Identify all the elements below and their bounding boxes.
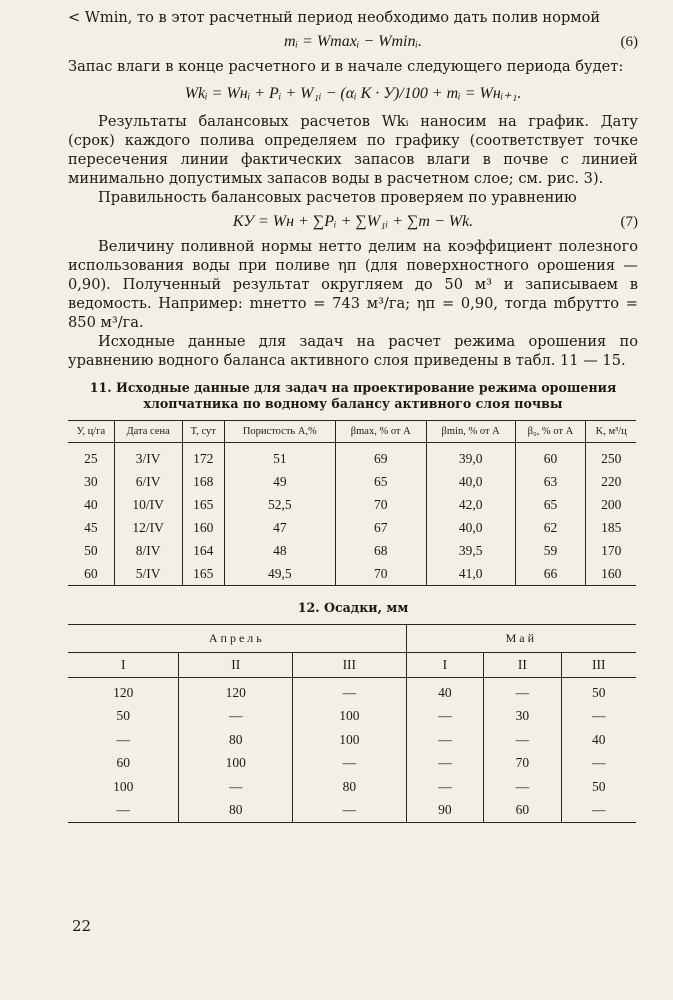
- table-row: [68, 728, 636, 752]
- table-cell: —: [484, 678, 562, 705]
- table-cell: —: [592, 755, 606, 771]
- paragraph-5: Величину поливной нормы нетто делим на коэффициент полезного использования воды при поливе ηп (для поверхностного орошения — 0,90). Полученный результат округляем до 50 м³ и записываем в ведомость. Например: mнетто = 743 м³/га; ηп = 0,90, тогда mбрутто = 850 м³/га.: [68, 238, 638, 331]
- table-cell: 49: [224, 470, 335, 493]
- t11-header: βmax, % от A: [335, 421, 426, 443]
- table-cell: 30: [68, 470, 114, 493]
- t12-decade: III: [592, 657, 606, 672]
- table-row: [68, 799, 636, 823]
- table-row: [68, 539, 636, 562]
- table-cell: 50: [68, 539, 114, 562]
- page-number: 22: [72, 917, 92, 935]
- table-cell: 65: [515, 493, 586, 516]
- paragraph-6: Исходные данные для задач на расчет режима орошения по уравнению водного баланса активного слоя приведены в табл. 11 — 15.: [68, 333, 638, 369]
- t12-decade: I: [406, 653, 484, 678]
- t11-header: У, ц/га: [68, 421, 114, 443]
- formula-moisture: [68, 76, 638, 112]
- table-row: [68, 705, 636, 729]
- table-cell: 80: [179, 799, 293, 823]
- table-cell: 70: [335, 493, 426, 516]
- table-12: [68, 624, 636, 823]
- t11-header: βmin, % от A: [426, 421, 515, 443]
- table-cell: 62: [515, 516, 586, 539]
- table-cell: 185: [601, 519, 622, 535]
- table-cell: 80: [179, 728, 293, 752]
- table-cell: 66: [515, 562, 586, 586]
- table-11-caption: 11. Исходные данные для задач на проектирование режима орошения хлопчатника по водному балансу активного слоя почвы: [89, 380, 617, 411]
- table-cell: —: [592, 802, 606, 818]
- t12-group-april: Апрель: [68, 625, 406, 653]
- table-cell: —: [68, 728, 179, 752]
- formula-moisture-expression: Wkᵢ = Wнᵢ + Pᵢ + W₁ᵢ − (αᵢ K · У)/100 + mᵢ = Wнᵢ₊₁.: [184, 85, 522, 102]
- paragraph-4: Правильность балансовых расчетов проверяем по уравнению: [98, 189, 577, 206]
- page-body: [68, 8, 638, 823]
- table-cell: 168: [182, 470, 224, 493]
- formula-6-number: (6): [620, 34, 638, 50]
- table-row: [68, 562, 636, 586]
- table-cell: —: [293, 678, 407, 705]
- table-cell: —: [293, 752, 407, 776]
- table-cell: —: [406, 705, 484, 729]
- table-11: [68, 420, 636, 586]
- table-cell: 120: [179, 678, 293, 705]
- table-cell: 90: [406, 799, 484, 823]
- table-row: [68, 443, 636, 471]
- table-row: [68, 493, 636, 516]
- t11-header: Пористость A,%: [224, 421, 335, 443]
- table-cell: 40,0: [426, 470, 515, 493]
- table-cell: 41,0: [426, 562, 515, 586]
- table-cell: 50: [592, 778, 606, 794]
- table-row: [68, 678, 636, 705]
- table-cell: 68: [335, 539, 426, 562]
- table-cell: 50: [592, 684, 606, 700]
- paragraph-3: Результаты балансовых расчетов Wkᵢ наносим на график. Дату (срок) каждого полива определяем по графику (соответствует точке пересечения линии фактических запасов влаги в почве с линией минимально допустимых запасов воды в расчетном слое; см. рис. 3).: [68, 113, 638, 187]
- table-cell: 10/IV: [114, 493, 182, 516]
- table-cell: 100: [68, 775, 179, 799]
- table-cell: 60: [515, 443, 586, 471]
- table-cell: 63: [515, 470, 586, 493]
- table-cell: —: [406, 752, 484, 776]
- table-cell: 5/IV: [114, 562, 182, 586]
- table-cell: 164: [182, 539, 224, 562]
- table-cell: 170: [601, 542, 622, 558]
- table-cell: 40,0: [426, 516, 515, 539]
- table-cell: 160: [182, 516, 224, 539]
- table-cell: 70: [335, 562, 426, 586]
- table-cell: 165: [182, 562, 224, 586]
- table-cell: 6/IV: [114, 470, 182, 493]
- table-cell: 60: [484, 799, 562, 823]
- table-cell: 45: [68, 516, 114, 539]
- table-cell: 100: [293, 705, 407, 729]
- table-cell: 48: [224, 539, 335, 562]
- table-cell: 3/IV: [114, 443, 182, 471]
- table-12-caption: 12. Осадки, мм: [297, 600, 409, 615]
- table-cell: 80: [293, 775, 407, 799]
- t11-header: β₀, % от A: [515, 421, 586, 443]
- table-cell: —: [68, 799, 179, 823]
- table-cell: 220: [601, 473, 622, 489]
- table-cell: —: [293, 799, 407, 823]
- table-cell: 42,0: [426, 493, 515, 516]
- table-cell: 12/IV: [114, 516, 182, 539]
- table-cell: 160: [601, 565, 622, 581]
- table-cell: 25: [68, 443, 114, 471]
- table-cell: 50: [68, 705, 179, 729]
- table-cell: —: [484, 775, 562, 799]
- formula-7: [68, 207, 638, 237]
- table-row: [68, 470, 636, 493]
- table-cell: 47: [224, 516, 335, 539]
- paragraph-1: < Wmin, то в этот расчетный период необходимо дать полив нормой: [68, 9, 601, 26]
- table-cell: 65: [335, 470, 426, 493]
- formula-6-expression: mᵢ = Wmaxᵢ − Wminᵢ.: [283, 33, 423, 50]
- table-cell: 40: [406, 678, 484, 705]
- table-row: [68, 516, 636, 539]
- table-cell: 120: [68, 678, 179, 705]
- t12-group-may: Май: [505, 631, 538, 645]
- table-cell: 100: [293, 728, 407, 752]
- table-cell: 70: [484, 752, 562, 776]
- table-cell: 39,5: [426, 539, 515, 562]
- table-cell: 172: [182, 443, 224, 471]
- paragraph-2: Запас влаги в конце расчетного и в начале следующего периода будет:: [68, 58, 624, 75]
- table-cell: 200: [601, 496, 622, 512]
- table-cell: 51: [224, 443, 335, 471]
- table-cell: 67: [335, 516, 426, 539]
- table-row: [68, 752, 636, 776]
- t11-header: K, м³/ц: [595, 426, 627, 437]
- table-cell: 39,0: [426, 443, 515, 471]
- table-cell: 30: [484, 705, 562, 729]
- table-cell: 250: [601, 450, 622, 466]
- table-cell: 40: [592, 731, 606, 747]
- table-cell: 69: [335, 443, 426, 471]
- table-cell: —: [406, 775, 484, 799]
- table-cell: —: [179, 705, 293, 729]
- formula-7-expression: КУ = Wн + ∑Pᵢ + ∑W₁ᵢ + ∑m − Wk.: [232, 213, 474, 230]
- table-cell: 59: [515, 539, 586, 562]
- table-cell: 100: [179, 752, 293, 776]
- table-cell: 40: [68, 493, 114, 516]
- t11-header: Дата сена: [114, 421, 182, 443]
- table-cell: 49,5: [224, 562, 335, 586]
- table-cell: 60: [68, 752, 179, 776]
- formula-7-number: (7): [620, 214, 638, 230]
- table-cell: —: [592, 708, 606, 724]
- t11-header: T, сут: [182, 421, 224, 443]
- table-cell: —: [484, 728, 562, 752]
- table-cell: 165: [182, 493, 224, 516]
- t12-decade: II: [179, 653, 293, 678]
- table-cell: 60: [68, 562, 114, 586]
- formula-6: [68, 27, 638, 57]
- t12-decade: III: [293, 653, 407, 678]
- table-cell: —: [179, 775, 293, 799]
- table-row: [68, 775, 636, 799]
- t12-decade: II: [484, 653, 562, 678]
- t12-decade: I: [68, 653, 179, 678]
- table-cell: 52,5: [224, 493, 335, 516]
- table-cell: 8/IV: [114, 539, 182, 562]
- table-cell: —: [406, 728, 484, 752]
